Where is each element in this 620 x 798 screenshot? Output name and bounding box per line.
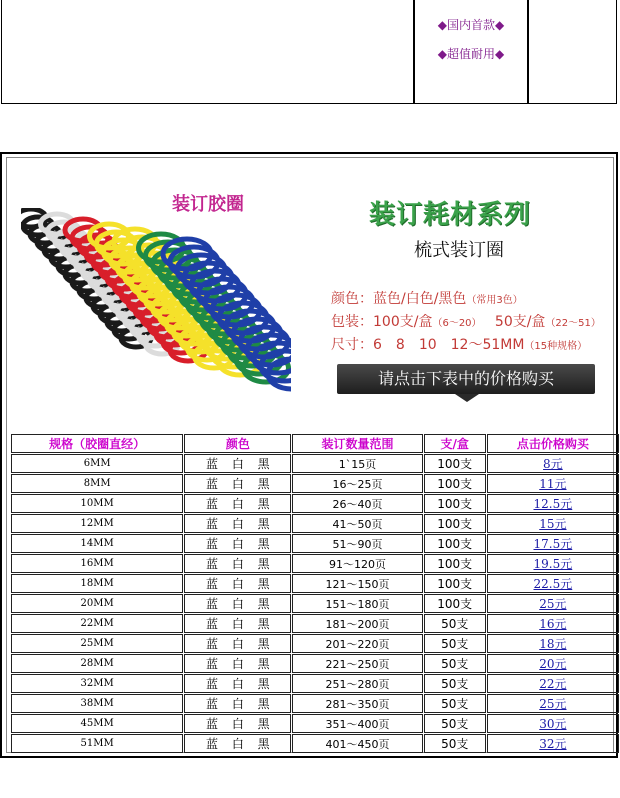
pack-cell: 50支 — [424, 654, 486, 673]
spec-cell: 16MM — [11, 554, 183, 573]
color-cell: 蓝 白 黑 — [184, 614, 291, 633]
price-link[interactable]: 32元 — [539, 737, 567, 751]
pack-spec-a: 包装：100支/盒 — [331, 314, 433, 330]
range-cell: 201～220页 — [292, 634, 422, 653]
price-cell — [487, 514, 619, 533]
table-row — [11, 554, 619, 573]
pack-cell: 100支 — [424, 494, 486, 513]
header-pack: 支/盒 — [424, 434, 486, 453]
spec-cell: 12MM — [11, 514, 183, 533]
price-cell — [487, 454, 619, 473]
color-spec-label: 颜色：蓝色/白色/黑色 — [331, 291, 467, 307]
coil-title: 装订胶圈 — [172, 194, 244, 215]
product-panel-inner — [6, 157, 614, 753]
sub-title: 梳式装订圈 — [414, 240, 504, 261]
price-cell — [487, 674, 619, 693]
range-cell: 221～250页 — [292, 654, 422, 673]
color-spec-line — [331, 288, 523, 308]
price-link[interactable]: 30元 — [539, 717, 567, 731]
color-spec-note: （常用3色） — [466, 295, 523, 306]
price-link[interactable]: 19.5元 — [533, 557, 573, 571]
pack-cell: 100支 — [424, 454, 486, 473]
price-cell — [487, 694, 619, 713]
spec-cell: 20MM — [11, 594, 183, 613]
feature-note-value: ◆超值耐用◆ — [437, 47, 505, 61]
spec-cell: 32MM — [11, 674, 183, 693]
header-color: 颜色 — [184, 434, 291, 453]
table-row — [11, 654, 619, 673]
range-cell: 51～90页 — [292, 534, 422, 553]
binding-coils-image — [21, 208, 291, 398]
product-banner — [7, 158, 613, 428]
pack-cell: 100支 — [424, 534, 486, 553]
spec-cell: 10MM — [11, 494, 183, 513]
table-row — [11, 534, 619, 553]
pack-spec-b: 50支/盒 — [494, 314, 546, 330]
range-cell: 26～40页 — [292, 494, 422, 513]
header-spec: 规格（胶圈直经） — [11, 434, 183, 453]
table-row — [11, 494, 619, 513]
pack-spec-line — [331, 311, 601, 331]
series-title: 装订耗材系列 — [369, 200, 532, 230]
price-cell — [487, 534, 619, 553]
price-link[interactable]: 15元 — [539, 517, 567, 531]
pack-cell: 50支 — [424, 734, 486, 753]
range-cell: 151～180页 — [292, 594, 422, 613]
range-cell: 41～50页 — [292, 514, 422, 533]
color-cell: 蓝 白 黑 — [184, 594, 291, 613]
price-link[interactable]: 16元 — [539, 617, 567, 631]
spec-cell: 14MM — [11, 534, 183, 553]
color-cell: 蓝 白 黑 — [184, 454, 291, 473]
table-row — [11, 694, 619, 713]
pack-cell: 100支 — [424, 554, 486, 573]
range-cell: 91～120页 — [292, 554, 422, 573]
top-listing-box — [1, 0, 617, 104]
price-cell — [487, 734, 619, 753]
color-cell: 蓝 白 黑 — [184, 734, 291, 753]
spec-cell: 8MM — [11, 474, 183, 493]
price-table — [10, 433, 620, 754]
price-link[interactable]: 20元 — [539, 657, 567, 671]
color-cell: 蓝 白 黑 — [184, 714, 291, 733]
color-cell: 蓝 白 黑 — [184, 574, 291, 593]
range-cell: 121～150页 — [292, 574, 422, 593]
range-cell: 281～350页 — [292, 694, 422, 713]
header-range: 装订数量范围 — [292, 434, 422, 453]
spec-cell: 18MM — [11, 574, 183, 593]
price-cell — [487, 714, 619, 733]
price-link[interactable]: 25元 — [539, 697, 567, 711]
color-cell: 蓝 白 黑 — [184, 474, 291, 493]
pack-cell: 50支 — [424, 714, 486, 733]
price-link[interactable]: 18元 — [539, 637, 567, 651]
table-row — [11, 594, 619, 613]
size-spec-note: （15种规格） — [524, 341, 588, 352]
range-cell: 401～450页 — [292, 734, 422, 753]
price-cell — [487, 594, 619, 613]
spec-cell: 22MM — [11, 614, 183, 633]
price-cell — [487, 654, 619, 673]
pack-cell: 50支 — [424, 694, 486, 713]
feature-note-first: ◆国内首款◆ — [437, 18, 505, 32]
pack-spec-b-note: （22～51） — [545, 318, 601, 329]
table-row — [11, 614, 619, 633]
pack-cell: 50支 — [424, 634, 486, 653]
price-table-body — [11, 454, 619, 753]
size-spec-line — [331, 334, 587, 354]
price-cell — [487, 474, 619, 493]
price-cell — [487, 554, 619, 573]
product-panel — [0, 152, 618, 758]
header-price: 点击价格购买 — [487, 434, 619, 453]
price-link[interactable]: 25元 — [539, 597, 567, 611]
pack-cell: 100支 — [424, 514, 486, 533]
range-cell: 181～200页 — [292, 614, 422, 633]
down-arrow-icon — [455, 394, 479, 402]
color-cell: 蓝 白 黑 — [184, 634, 291, 653]
price-cell — [487, 634, 619, 653]
price-cell — [487, 574, 619, 593]
price-link[interactable]: 22元 — [539, 677, 567, 691]
color-cell: 蓝 白 黑 — [184, 674, 291, 693]
color-cell: 蓝 白 黑 — [184, 494, 291, 513]
top-feature-cell — [413, 0, 529, 104]
price-table-header — [11, 434, 619, 453]
pack-cell: 50支 — [424, 674, 486, 693]
table-row — [11, 514, 619, 533]
table-row — [11, 674, 619, 693]
table-row — [11, 454, 619, 473]
price-link[interactable]: 17.5元 — [533, 537, 573, 551]
color-cell: 蓝 白 黑 — [184, 654, 291, 673]
table-row — [11, 574, 619, 593]
size-spec-label: 尺寸：6 8 10 12～51MM — [331, 337, 525, 353]
color-cell: 蓝 白 黑 — [184, 534, 291, 553]
spec-cell: 6MM — [11, 454, 183, 473]
pack-cell: 100支 — [424, 594, 486, 613]
pack-cell: 100支 — [424, 474, 486, 493]
table-row — [11, 734, 619, 753]
price-link[interactable]: 11元 — [539, 477, 567, 491]
spec-cell: 38MM — [11, 694, 183, 713]
pack-spec-a-note: （6～20） — [432, 318, 482, 329]
spec-cell: 51MM — [11, 734, 183, 753]
table-row — [11, 474, 619, 493]
pack-cell: 100支 — [424, 574, 486, 593]
price-link[interactable]: 12.5元 — [533, 497, 573, 511]
spec-cell: 28MM — [11, 654, 183, 673]
range-cell: 351～400页 — [292, 714, 422, 733]
color-cell: 蓝 白 黑 — [184, 514, 291, 533]
table-row — [11, 714, 619, 733]
spec-cell: 25MM — [11, 634, 183, 653]
price-link[interactable]: 8元 — [543, 457, 563, 471]
range-cell: 251～280页 — [292, 674, 422, 693]
table-row — [11, 634, 619, 653]
color-cell: 蓝 白 黑 — [184, 694, 291, 713]
price-link[interactable]: 22.5元 — [533, 577, 573, 591]
spec-cell: 45MM — [11, 714, 183, 733]
pack-cell: 50支 — [424, 614, 486, 633]
buy-instruction-bar: 请点击下表中的价格购买 — [337, 364, 595, 394]
range-cell: 16～25页 — [292, 474, 422, 493]
price-cell — [487, 494, 619, 513]
color-cell: 蓝 白 黑 — [184, 554, 291, 573]
price-cell — [487, 614, 619, 633]
range-cell: 1`15页 — [292, 454, 422, 473]
